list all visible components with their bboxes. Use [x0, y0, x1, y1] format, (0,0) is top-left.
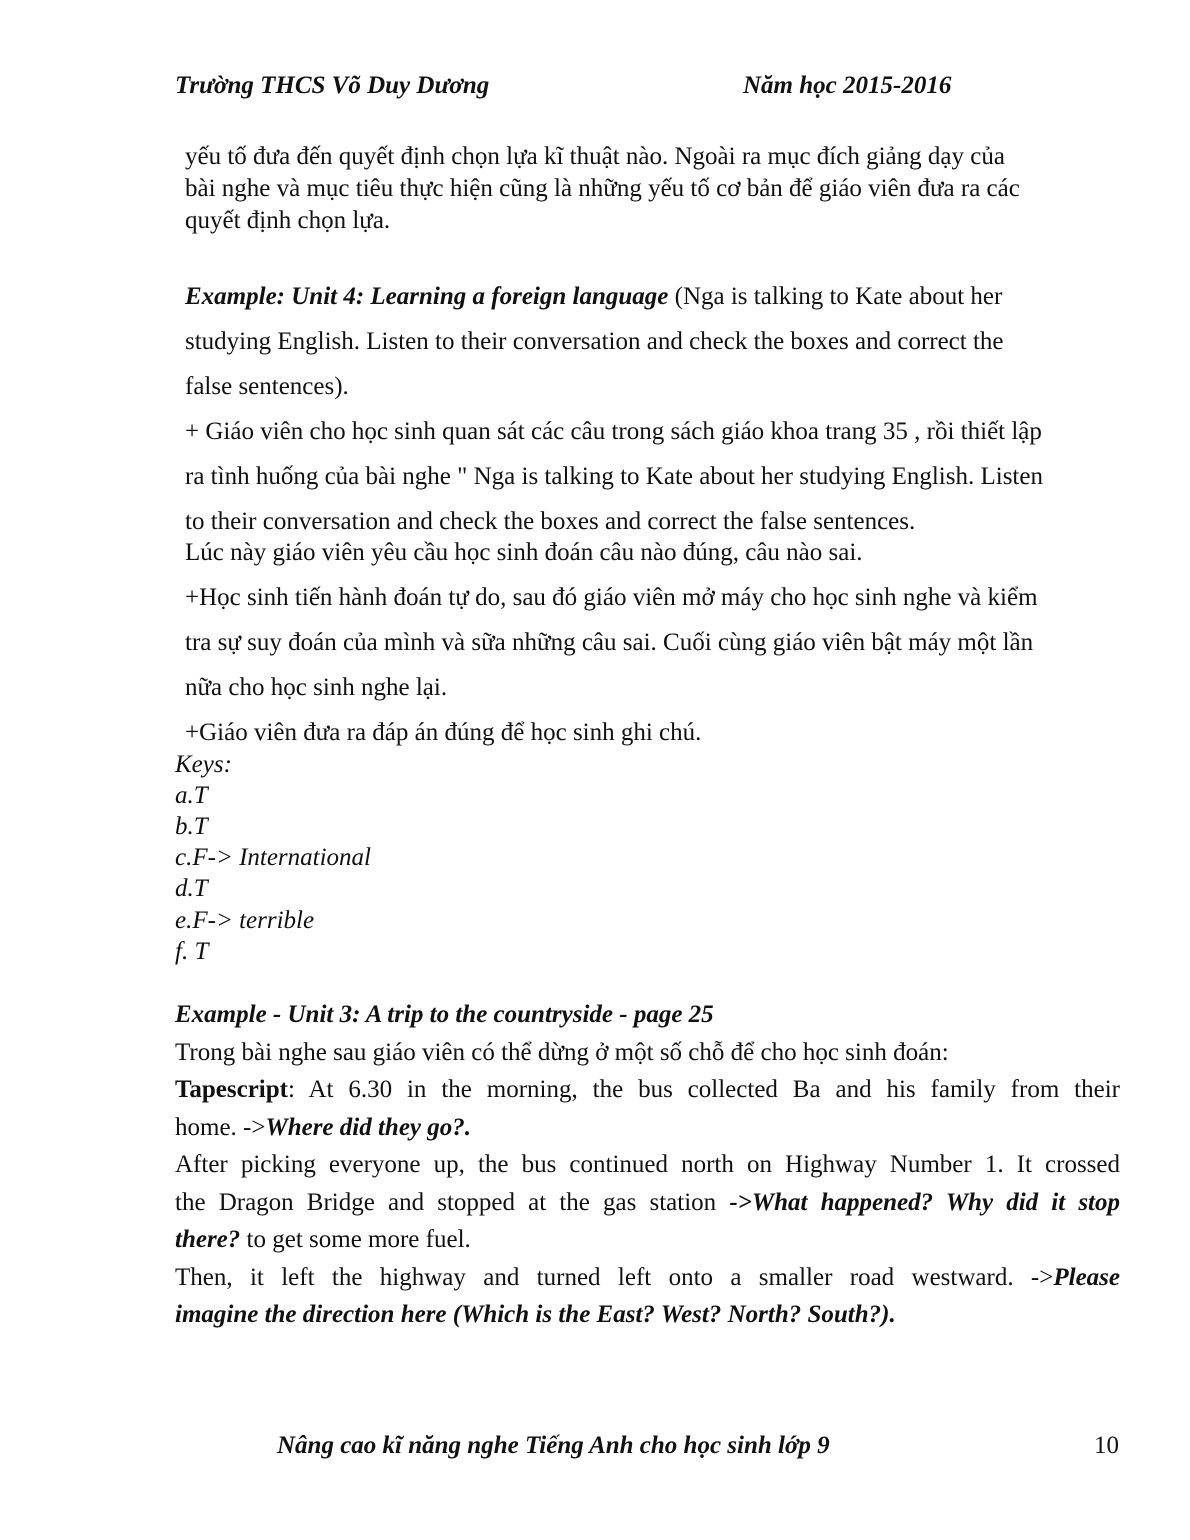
key-item: a.T [175, 782, 208, 809]
keys-label: Keys: [175, 751, 232, 778]
example1-step2-line-3: nữa cho học sinh nghe lại. [185, 674, 448, 701]
example1-title: Example: Unit 4: Learning a foreign language [185, 283, 669, 310]
example1-step1-line-2: ra tình huống của bài nghe " Nga is talking to Kate about her studying English. Listen [185, 463, 1043, 490]
tapescript-line-2 [175, 1114, 471, 1142]
key-item: b.T [175, 813, 208, 840]
question-there: there? [175, 1226, 241, 1253]
key-item: d.T [175, 875, 208, 902]
example2-intro: Trong bài nghe sau giáo viên có thể dừng ở một số chỗ để cho học sinh đoán: [175, 1039, 949, 1066]
header-year: Năm học 2015-2016 [743, 72, 952, 99]
key-item: c.F-> International [175, 844, 371, 871]
tapescript-line6-text: Then, it left the highway and turned left onto a smaller road westward. -> [175, 1264, 1054, 1291]
example1-step1-line-3: to their conversation and check the boxes and correct the false sentences. [185, 508, 916, 535]
intro-line-1: yếu tố đưa đến quyết định chọn lựa kĩ thuật nào. Ngoài ra mục đích giảng dạy của [185, 143, 1005, 170]
tapescript-line-5 [175, 1226, 471, 1254]
question-direction: imagine the direction here (Which is the East? West? North? South?). [175, 1301, 896, 1328]
question-please: Please [1053, 1264, 1120, 1291]
intro-line-2: bài nghe và mục tiêu thực hiện cũng là những yếu tố cơ bản để giáo viên đưa ra các [185, 175, 1020, 202]
example1-line-2: studying English. Listen to their conversation and check the boxes and correct the [185, 328, 1004, 355]
tapescript-line2-text: home. -> [175, 1114, 266, 1141]
example1-line-1 [185, 283, 1002, 311]
example1-step2-line-2: tra sự suy đoán của mình và sữa những câu sai. Cuối cùng giáo viên bật máy một lần [185, 629, 1034, 656]
tapescript-label: Tapescript [175, 1076, 288, 1103]
tapescript-line-3: After picking everyone up, the bus continued north on Highway Number 1. It crossed [175, 1151, 1120, 1178]
tapescript-line-4 [175, 1189, 1120, 1217]
example2-title: Example - Unit 3: A trip to the countryside - page 25 [175, 1001, 714, 1028]
footer-title: Nâng cao kĩ năng nghe Tiếng Anh cho học sinh lớp 9 [277, 1432, 830, 1459]
page-number: 10 [1094, 1432, 1119, 1459]
question-what-happened: ->What happened? Why did it stop [729, 1189, 1120, 1216]
example1-line-3: false sentences). [185, 373, 349, 400]
tapescript-line1-rest: : At 6.30 in the morning, the bus collected Ba and his family from their [287, 1076, 1120, 1103]
intro-line-3: quyết định chọn lựa. [185, 207, 391, 234]
key-item: f. T [175, 938, 209, 965]
example1-step2-line-1: +Học sinh tiến hành đoán tự do, sau đó giáo viên mở máy cho học sinh nghe và kiểm [185, 584, 1038, 611]
example1-step1-line-1: + Giáo viên cho học sinh quan sát các câu trong sách giáo khoa trang 35 , rồi thiết lập [185, 418, 1042, 445]
question-where: Where did they go?. [265, 1114, 472, 1141]
tapescript-line-6 [175, 1264, 1120, 1292]
tapescript-line4-text: the Dragon Bridge and stopped at the gas station [175, 1189, 730, 1216]
key-item: e.F-> terrible [175, 907, 315, 934]
tapescript-line-1 [175, 1076, 1120, 1104]
example1-step1-line-4: Lúc này giáo viên yêu cầu học sinh đoán câu nào đúng, câu nào sai. [185, 539, 863, 566]
header-school: Trường THCS Võ Duy Dương [175, 72, 490, 99]
tapescript-line5-rest: to get some more fuel. [240, 1226, 471, 1253]
example1-line1-rest: (Nga is talking to Kate about her [668, 283, 1003, 310]
example1-step3: +Giáo viên đưa ra đáp án đúng để học sinh ghi chú. [185, 719, 702, 746]
